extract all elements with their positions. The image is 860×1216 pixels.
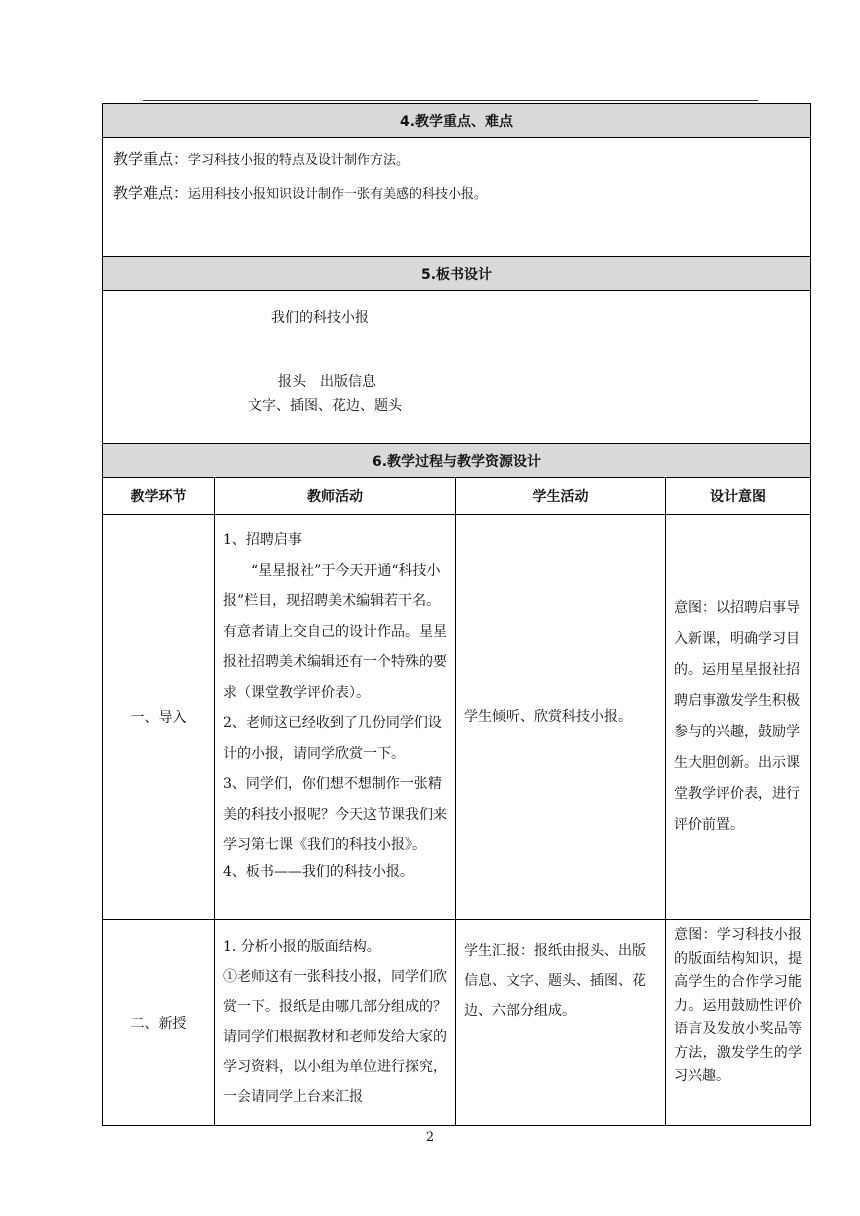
key-point-label: 教学重点：: [113, 150, 189, 168]
teacher-step: 1. 分析小报的版面结构。: [223, 939, 381, 955]
student-activity: 学生倾听、欣赏科技小报。: [456, 515, 666, 920]
table-row-new-lesson: [103, 920, 811, 1126]
column-header-student: 学生活动: [456, 478, 666, 515]
board-line-1: 报头 出版信息: [278, 374, 376, 390]
section-heading-process: 6.教学过程与教学资源设计: [103, 444, 811, 478]
teacher-step: 3、同学们，你们想不想制作一张精美的科技小报呢？今天这节课我们来学习第七课《我们的科技小报》。: [223, 776, 447, 853]
difficult-point-line: [113, 180, 800, 208]
teacher-step: 2、老师这已经收到了几份同学们设计的小报，请同学欣赏一下。: [223, 715, 442, 762]
design-intent: 意图：以招聘启事导入新课，明确学习目的。运用星星报社招聘启事激发学生积极参与的兴趣，鼓励学生大胆创新。出示课堂教学评价表，进行评价前置。: [666, 515, 811, 920]
stage-cell: 二、新授: [103, 920, 215, 1126]
difficult-point-label: 教学难点：: [113, 184, 189, 202]
teacher-step: 1、招聘启事: [223, 532, 302, 548]
focus-content: [103, 138, 811, 257]
header-rule: [143, 100, 758, 101]
column-header-stage: 教学环节: [103, 478, 215, 515]
table-row-intro: [103, 515, 811, 920]
teacher-activity: [215, 515, 456, 920]
student-activity: 学生汇报：报纸由报头、出版信息、文字、题头、插图、花边、六部分组成。: [456, 920, 666, 1126]
key-point-text: 学习科技小报的特点及设计制作方法。: [188, 153, 410, 168]
teacher-step: “星星报社”于今天开通“科技小报”栏目，现招聘美术编辑若干名。有意者请上交自己的设计作品。星星报社招聘美术编辑还有一个特殊的要求（课堂教学评价表）。: [223, 562, 447, 701]
lesson-plan-table: [102, 103, 811, 1126]
stage-cell: 一、导入: [103, 515, 215, 920]
teacher-step: ①老师这有一张科技小报，同学们欣赏一下。报纸是由哪几部分组成的？请同学们根据教材和老师发给大家的学习资料，以小组为单位进行探究，一会请同学上台来汇报: [223, 969, 447, 1105]
column-header-teacher: 教师活动: [215, 478, 456, 515]
column-header-intent: 设计意图: [666, 478, 811, 515]
page-number: 2: [425, 1130, 435, 1145]
key-point-line: [113, 146, 800, 174]
design-intent: 意图：学习科技小报的版面结构知识，提高学生的合作学习能力。运用鼓励性评价语言及发放小奖品等方法，激发学生的学习兴趣。: [666, 920, 811, 1126]
board-title: 我们的科技小报: [271, 310, 369, 326]
teacher-activity: [215, 920, 456, 1126]
board-design: [103, 291, 811, 444]
section-heading-focus: 4.教学重点、难点: [103, 104, 811, 138]
teacher-step: 4、板书——我们的科技小报。: [223, 863, 414, 880]
board-line-2: 文字、插图、花边、题头: [248, 398, 402, 414]
difficult-point-text: 运用科技小报知识设计制作一张有美感的科技小报。: [188, 187, 488, 202]
section-heading-board: 5.板书设计: [103, 257, 811, 291]
